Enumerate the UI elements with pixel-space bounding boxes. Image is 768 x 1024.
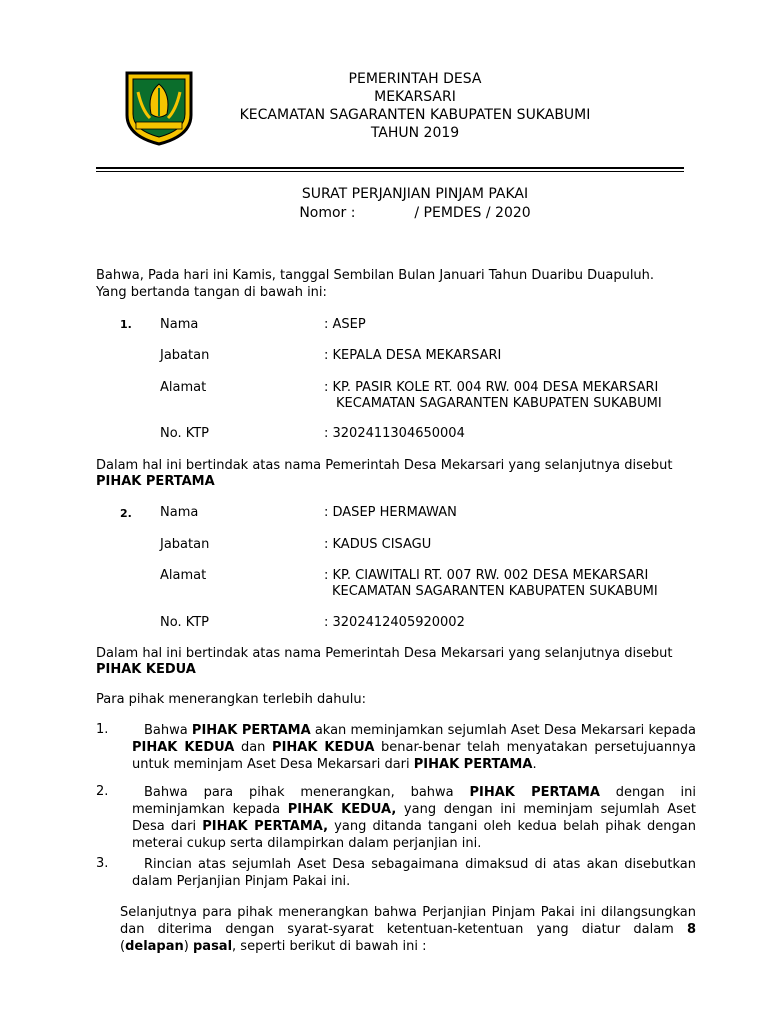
header-divider-thin [96,171,684,172]
party2-description: Dalam hal ini bertindak atas nama Pemerintah Desa Mekarsari yang selanjutnya disebut [96,646,673,661]
term-1-text: Bahwa PIHAK PERTAMA akan meminjamkan sejumlah Aset Desa Mekarsari kepada PIHAK KEDUA dan PIHAK KEDUA benar-benar telah menyatakan persetujuannya untuk meminjam Aset Desa Mekarsari dari PIHAK PERTAMA. [132,723,697,772]
party2-nama-label: Nama [160,505,199,520]
nomor-label: Nomor : [299,205,356,221]
header-village: MEKARSARI [374,89,456,105]
document-title [200,185,630,223]
regency-shield-emblem-icon [124,70,194,146]
party1-ktp-label: No. KTP [160,426,210,441]
party1-description: Dalam hal ini bertindak atas nama Pemerintah Desa Mekarsari yang selanjutnya disebut [96,458,673,473]
header-district: KECAMATAN SAGARANTEN KABUPATEN SUKABUMI [239,107,591,123]
nomor-value: / PEMDES / 2020 [414,205,531,221]
header-year: TAHUN 2019 [370,125,460,141]
party1-jabatan-value: : KEPALA DESA MEKARSARI [324,348,502,363]
party1-jabatan-label: Jabatan [160,348,210,363]
party2-ktp-label: No. KTP [160,615,210,630]
terms-intro: Para pihak menerangkan terlebih dahulu: [96,692,366,707]
party1-alamat-value: : KP. PASIR KOLE RT. 004 RW. 004 DESA MEKARSARI [324,380,659,395]
party1-alamat-label: Alamat [160,380,207,395]
party2-alamat-label: Alamat [160,568,207,583]
party2-designation: PIHAK KEDUA [96,662,196,677]
party2-jabatan-value: : KADUS CISAGU [324,537,432,552]
closing-paragraph: Selanjutnya para pihak menerangkan bahwa Perjanjian Pinjam Pakai ini dilangsungkan dan diterima dengan syarat-syarat ketentuan-ketentuan yang diatur dalam 8 (delapan) pasal, seperti berikut di bawah ini : [120,905,696,954]
header-divider-thick [96,167,684,169]
term-3-text: Rincian atas sejumlah Aset Desa sebagaimana dimaksud di atas akan disebutkan dalam Perjanjian Pinjam Pakai ini. [132,857,696,889]
party1-designation: PIHAK PERTAMA [96,474,215,489]
party1-ktp-value: : 3202411304650004 [324,426,465,441]
party2-jabatan-label: Jabatan [160,537,210,552]
party1-nama-value: : ASEP [324,317,366,332]
intro-date-line: Bahwa, Pada hari ini Kamis, tanggal Sembilan Bulan Januari Tahun Duaribu Duapuluh. [96,268,655,283]
title-text: SURAT PERJANJIAN PINJAM PAKAI [301,186,529,202]
letterhead [200,70,630,142]
term-2-text: Bahwa para pihak menerangkan, bahwa PIHAK PERTAMA dengan ini meminjamkan kepada PIHAK KEDUA, yang dengan ini meminjam sejumlah Aset Desa dari PIHAK PERTAMA, yang ditanda tangani oleh kedua belah pihak dengan meterai cukup serta dilampirkan dalam perjanjian ini. [132,785,696,851]
term-3-number: 3. [96,856,109,871]
party2-nama-value: : DASEP HERMAWAN [324,505,457,520]
party2-number: 2. [120,507,132,520]
party2-alamat-value-2: KECAMATAN SAGARANTEN KABUPATEN SUKABUMI [332,584,658,599]
term-2-number: 2. [96,784,109,799]
party2-alamat-value: : KP. CIAWITALI RT. 007 RW. 002 DESA MEKARSARI [324,568,649,583]
term-1-number: 1. [96,722,109,737]
intro-paragraph [96,267,696,301]
party2-ktp-value: : 3202412405920002 [324,615,465,630]
party1-alamat-value-2: KECAMATAN SAGARANTEN KABUPATEN SUKABUMI [336,396,662,411]
document-number [200,204,630,223]
header-government: PEMERINTAH DESA [348,71,482,87]
party1-nama-label: Nama [160,317,199,332]
party1-number: 1. [120,318,132,331]
intro-signatory-line: Yang bertanda tangan di bawah ini: [96,285,327,300]
